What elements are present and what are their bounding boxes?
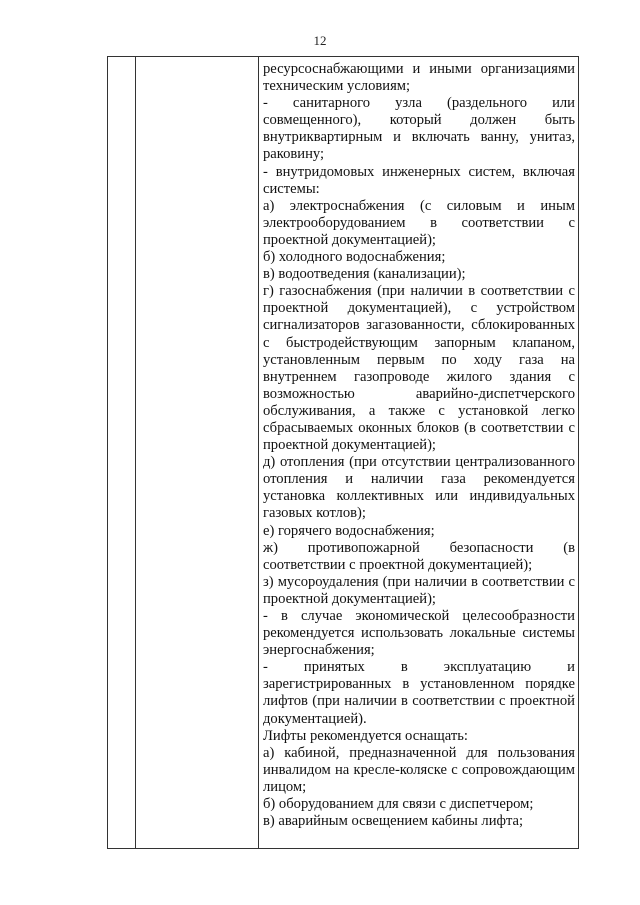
item-dispatcher-link: б) оборудованием для связи с диспетчером; xyxy=(263,796,534,813)
item-waste-removal: з) мусороудаления (при наличии в соответствии с проектной документацией); xyxy=(263,573,575,607)
paragraph-elevators: - принятых в эксплуатацию и зарегистрированных в установленном порядке лифтов (при наличии в соответствии с проектной документацией). xyxy=(263,659,575,727)
page-number: 12 xyxy=(313,33,327,48)
item-hot-water: е) горячего водоснабжения; xyxy=(263,522,435,539)
paragraph-continuation: ресурсоснабжающими и иными организациями техническим условиям; xyxy=(263,61,575,95)
paragraph-sanitary-unit: - санитарного узла (раздельного или совмещенного), который должен быть внутриквартирным и включать ванну, унитаз, раковину; xyxy=(263,95,575,163)
item-sewage: в) водоотведения (канализации); xyxy=(263,266,466,283)
paragraph-engineering-systems: - внутридомовых инженерных систем, включая системы: xyxy=(263,163,575,197)
item-electricity: а) электроснабжения (с силовым и иным электрооборудованием в соответствии с проектной документацией); xyxy=(263,197,575,248)
item-fire-safety: ж) противопожарной безопасности (в соответствии с проектной документацией); xyxy=(263,539,575,573)
paragraph-local-energy: - в случае экономической целесообразности рекомендуется использовать локальные системы энергоснабжения; xyxy=(263,608,575,659)
item-emergency-lighting: в) аварийным освещением кабины лифта; xyxy=(263,813,524,830)
item-cold-water: б) холодного водоснабжения; xyxy=(263,249,446,266)
item-wheelchair-cabin: а) кабиной, предназначенной для пользования инвалидом на кресле-коляске с сопровождающим лицом; xyxy=(263,744,575,795)
requirements-table xyxy=(107,56,579,849)
paragraph-elevator-equipment: Лифты рекомендуется оснащать: xyxy=(263,727,468,744)
column-divider xyxy=(135,57,136,848)
item-gas: г) газоснабжения (при наличии в соответствии с проектной документацией), с устройством сигнализаторов загазованности, сблокированных с быстродействующим запорным клапаном, установленным первым по ходу газа на внутреннем газопроводе жилого здания с возможностью аварийно-диспетчерского обслуживания, а также с установкой легко сбрасываемых оконных блоков (в соответствии с проектной документацией); xyxy=(263,283,575,454)
item-heating: д) отопления (при отсутствии централизованного отопления и наличии газа рекомендуется установка коллективных или индивидуальных газовых котлов); xyxy=(263,454,575,522)
requirements-cell xyxy=(263,61,575,830)
column-divider xyxy=(258,57,259,848)
